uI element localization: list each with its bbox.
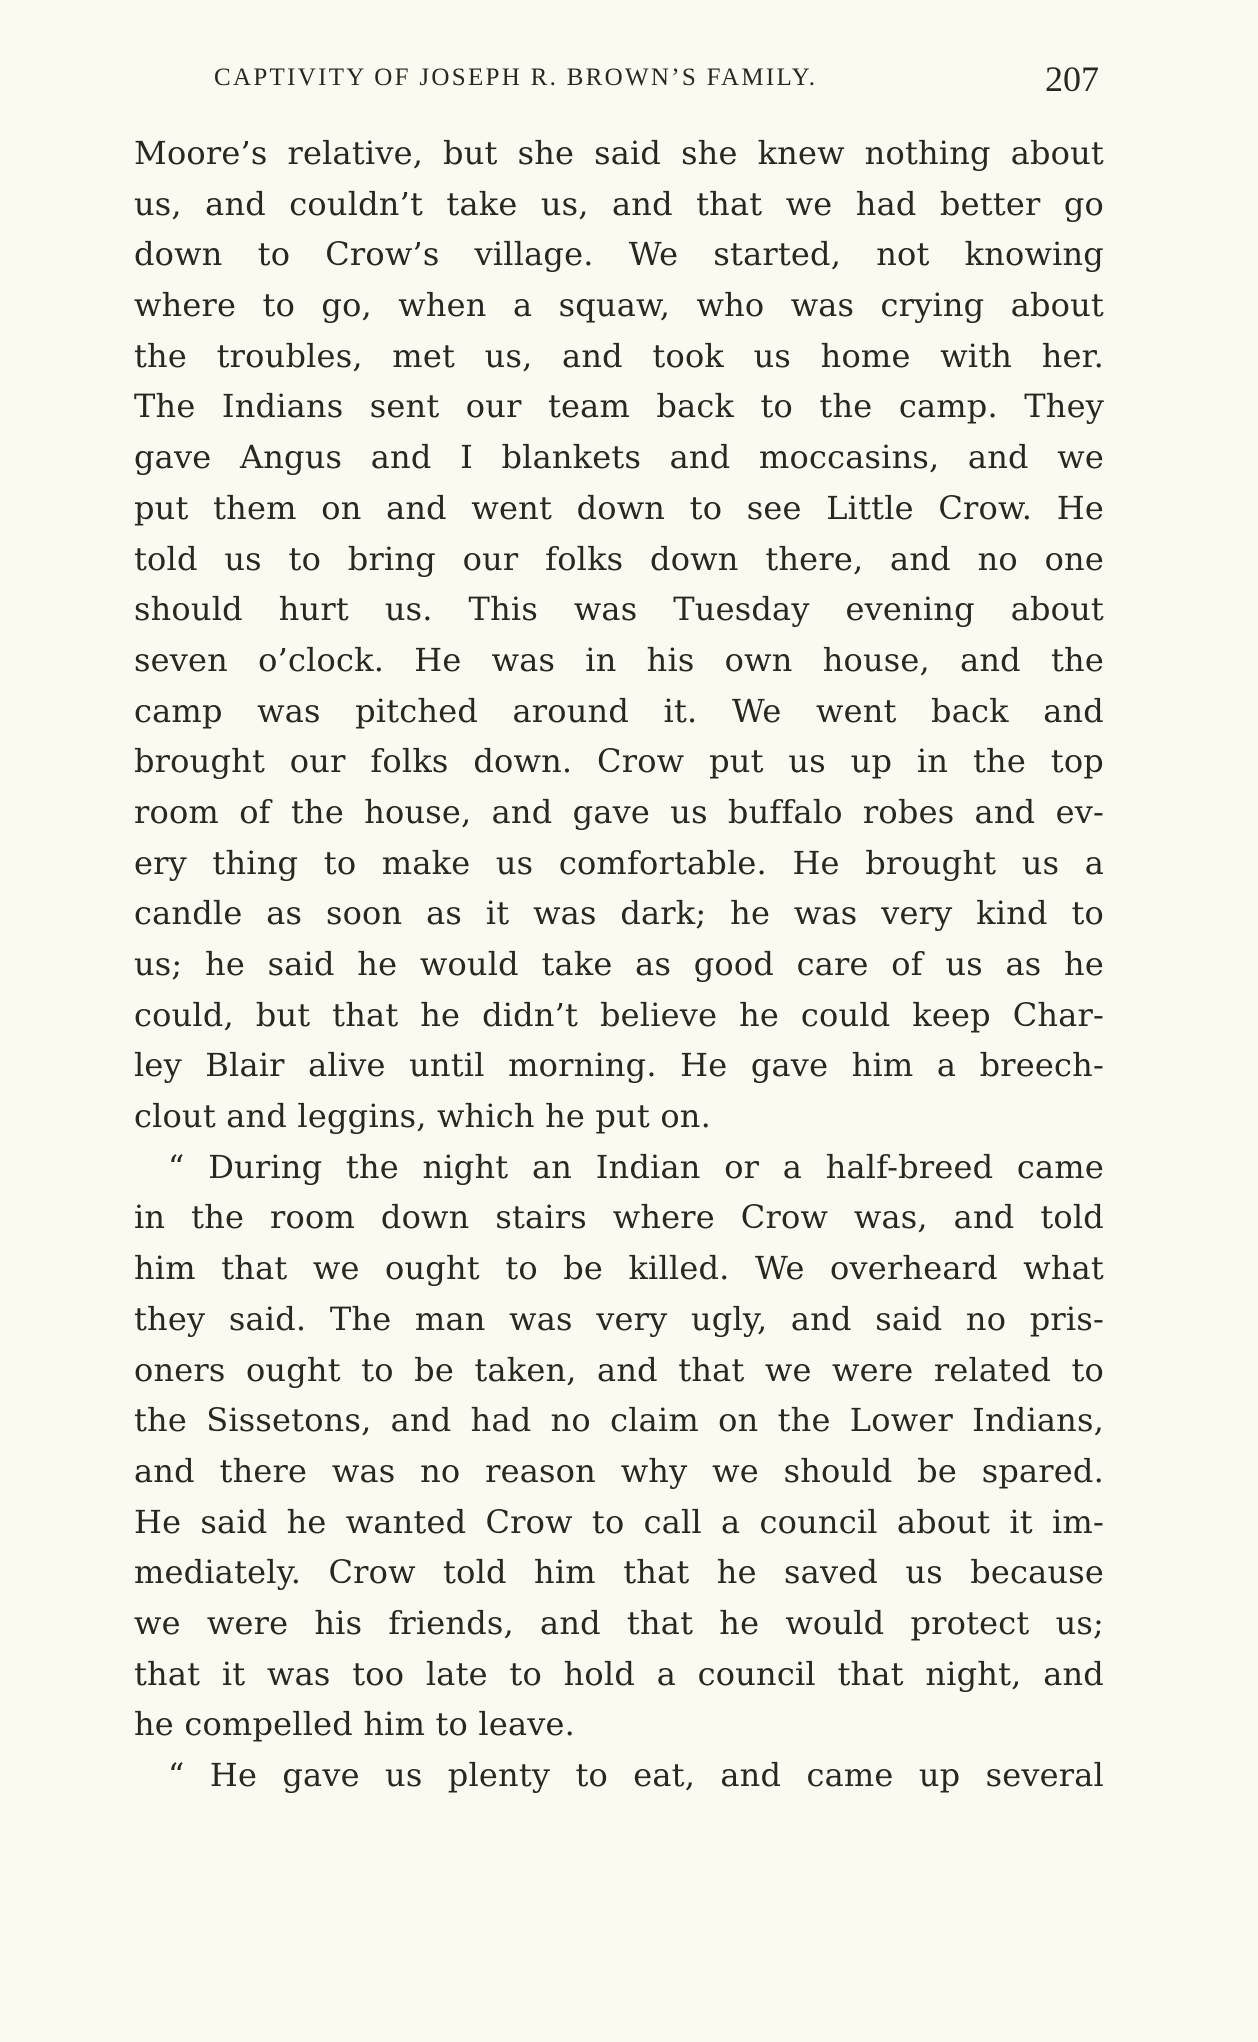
text-line: he compelled him to leave. [134, 1705, 576, 1744]
text-line: brought our folks down. Crow put us up in the top [134, 742, 1104, 781]
body-text [134, 128, 1104, 1801]
text-line: mediately. Crow told him that he saved us because [134, 1553, 1104, 1592]
text-line: told us to bring our folks down there, and no one [134, 539, 1104, 578]
text-line: the Sissetons, and had no claim on the Lower Indians, [134, 1401, 1104, 1440]
text-line: and there was no reason why we should be spared. [134, 1451, 1104, 1490]
text-line: The Indians sent our team back to the camp. They [134, 387, 1104, 426]
text-line: seven o’clock. He was in his own house, and the [134, 640, 1104, 679]
text-line: that it was too late to hold a council that night, and [134, 1654, 1104, 1693]
text-line: “ During the night an Indian or a half-breed came [168, 1147, 1104, 1186]
text-line: in the room down stairs where Crow was, and told [134, 1198, 1104, 1237]
text-line: could, but that he didn’t believe he could keep Char- [134, 995, 1104, 1034]
text-line: we were his friends, and that he would protect us; [134, 1603, 1104, 1642]
text-line: down to Crow’s village. We started, not knowing [134, 235, 1104, 274]
running-title: CAPTIVITY OF JOSEPH R. BROWN’S FAMILY. [214, 64, 818, 91]
text-line: ery thing to make us comfortable. He brought us a [134, 843, 1104, 882]
text-line: him that we ought to be killed. We overheard what [134, 1249, 1104, 1288]
text-line: candle as soon as it was dark; he was very kind to [134, 894, 1104, 933]
text-line: oners ought to be taken, and that we were related to [134, 1350, 1104, 1389]
text-line: us, and couldn’t take us, and that we had better go [134, 184, 1104, 223]
page-number: 207 [1045, 59, 1099, 99]
text-line: “ He gave us plenty to eat, and came up several [168, 1756, 1104, 1794]
text-line: Moore’s relative, but she said she knew nothing about [134, 134, 1104, 172]
text-line: clout and leggins, which he put on. [134, 1097, 711, 1136]
text-line: should hurt us. This was Tuesday evening about [134, 590, 1104, 629]
text-line: they said. The man was very ugly, and said no pris- [134, 1299, 1104, 1338]
text-line: room of the house, and gave us buffalo robes and ev- [134, 792, 1104, 831]
text-line: where to go, when a squaw, who was crying about [134, 286, 1104, 325]
text-line: He said he wanted Crow to call a council about it im- [134, 1502, 1104, 1541]
text-line: ley Blair alive until morning. He gave him a breech- [134, 1046, 1104, 1085]
text-line: put them on and went down to see Little Crow. He [134, 488, 1104, 527]
text-line: gave Angus and I blankets and moccasins, and we [134, 438, 1104, 477]
text-line: the troubles, met us, and took us home with her. [134, 336, 1104, 375]
running-head [134, 60, 1104, 100]
text-line: us; he said he would take as good care of us as he [134, 945, 1104, 983]
text-line: camp was pitched around it. We went back and [134, 691, 1104, 730]
